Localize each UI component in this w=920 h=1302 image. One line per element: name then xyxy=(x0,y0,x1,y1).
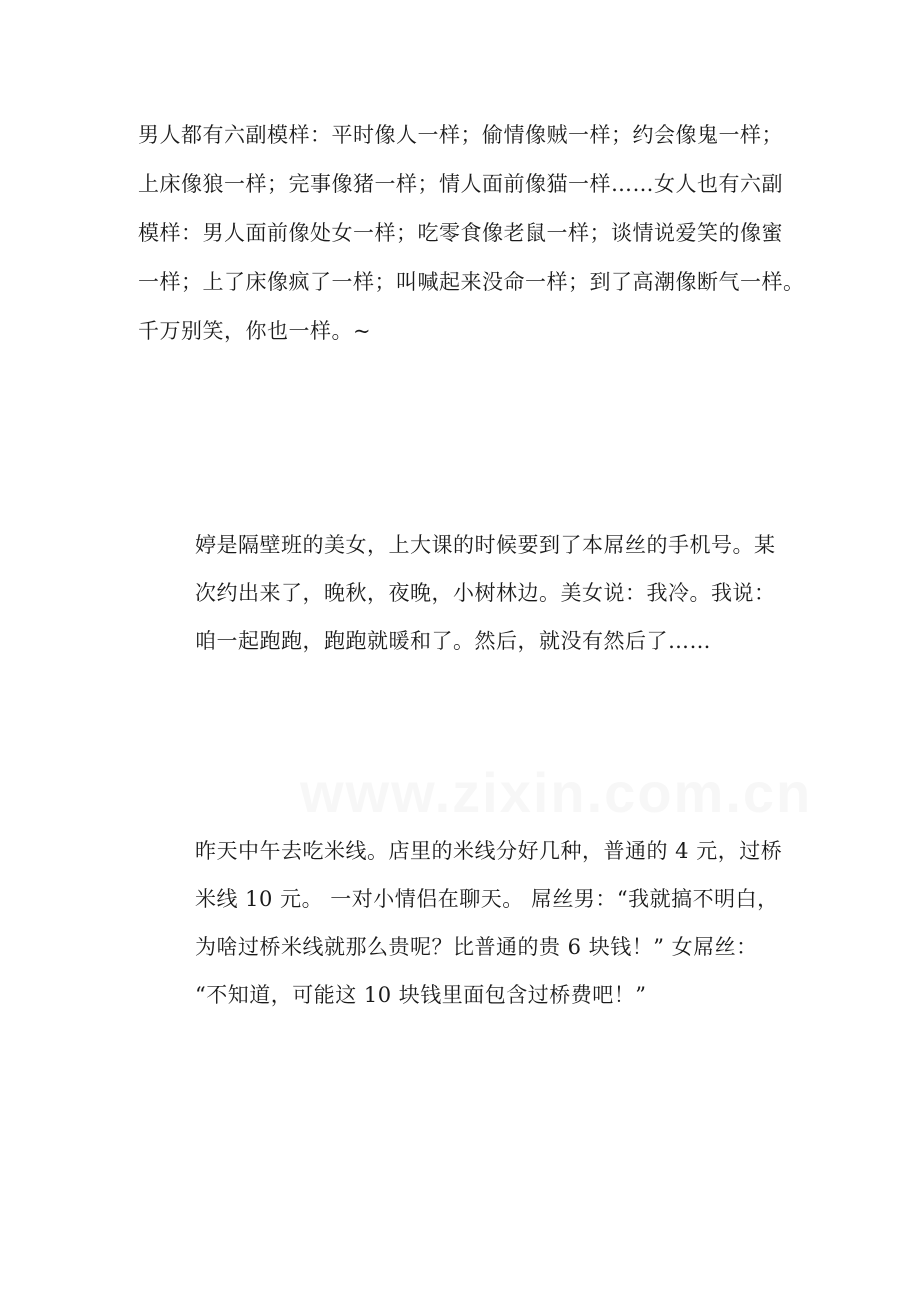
paragraph-line: “不知道，可能这 10 块钱里面包含过桥费吧！” xyxy=(195,983,647,1007)
paragraph-line: 千万别笑，你也一样。~ xyxy=(138,319,372,343)
paragraph-line: 模样：男人面前像处女一样；吃零食像老鼠一样；谈情说爱笑的像蜜 xyxy=(138,221,783,245)
paragraph-line: 咱一起跑跑，跑跑就暖和了。然后，就没有然后了…… xyxy=(195,629,711,653)
paragraph-line: 婷是隔壁班的美女，上大课的时候要到了本屌丝的手机号。某 xyxy=(195,533,776,557)
paragraph-line: 次约出来了，晚秋，夜晚，小树林边。美女说：我冷。我说： xyxy=(195,581,776,605)
paragraph-line: 为啥过桥米线就那么贵呢？比普通的贵 6 块钱！” 女屌丝： xyxy=(195,935,758,959)
paragraph-line: 米线 10 元。 一对小情侣在聊天。 屌丝男：“我就搞不明白， xyxy=(195,887,779,911)
watermark: www.zixin.com.cn xyxy=(300,761,813,824)
paragraph-line: 上床像狼一样；完事像猪一样；情人面前像猫一样……女人也有六副 xyxy=(138,172,783,196)
paragraph-line: 昨天中午去吃米线。店里的米线分好几种，普通的 4 元，过桥 xyxy=(195,839,783,863)
paragraph-line: 一样；上了床像疯了一样；叫喊起来没命一样；到了高潮像断气一样。 xyxy=(138,270,805,294)
paragraph-line: 男人都有六副模样：平时像人一样；偷情像贼一样；约会像鬼一样； xyxy=(138,123,783,147)
